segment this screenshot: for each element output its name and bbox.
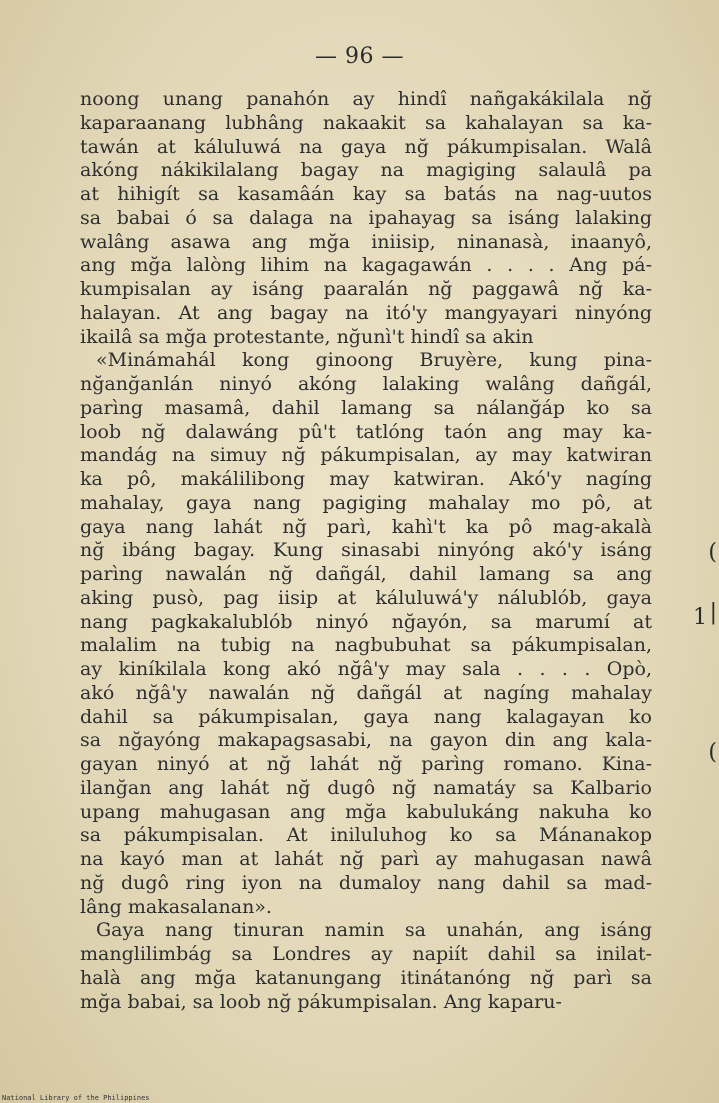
text-line: ang mğa lalòng lihim na kagagawán . . . . Ang pá- xyxy=(80,254,652,277)
text-line: walâng asawa ang mğa iniisip, ninanasà, inaanyô, xyxy=(80,230,652,253)
text-line: malalim na tubig na nagbubuhat sa pákumpisalan, xyxy=(80,634,652,657)
text-line: at hihigít sa kasamâán kay sa batás na nag-uutos xyxy=(80,183,652,205)
margin-mark: | xyxy=(709,600,717,625)
text-line: lâng makasalanan». xyxy=(80,895,272,918)
footer-credit: National Library of the Philippines xyxy=(2,1094,150,1102)
page-number: — 96 — xyxy=(315,44,404,69)
text-line: dahil sa pákumpisalan, gaya nang kalagayan ko xyxy=(80,705,652,728)
text-line: gayan ninyó at nğ lahát nğ parìng romano. Kina- xyxy=(80,753,652,775)
text-line: sa nğayóng makapagsasabi, na gayon din ang kala- xyxy=(80,729,652,752)
text-line: sa babai ó sa dalaga na ipahayag sa isáng lalaking xyxy=(80,206,652,229)
text-line: parìng masamâ, dahil lamang sa nálanğáp ko sa xyxy=(80,396,652,419)
margin-mark: ( xyxy=(708,540,717,565)
text-line: tawán at káluluwá na gaya nğ pákumpisalan. Walâ xyxy=(80,135,652,158)
text-line: ilanğan ang lahát nğ dugô nğ namatáy sa Kalbario xyxy=(80,776,652,799)
text-line: na kayó man at lahát nğ parì ay mahugasan nawâ xyxy=(80,848,652,870)
text-line: gaya nang lahát nğ parì, kahì't ka pô mag-akalà xyxy=(80,515,652,538)
text-line: loob nğ dalawáng pû't tatlóng taón ang may ka- xyxy=(80,420,652,443)
text-line: ka pô, makálilibong may katwiran. Akó'y nagíng xyxy=(80,468,652,490)
text-line: nğanğanlán ninyó akóng lalaking walâng dañgál, xyxy=(80,373,652,395)
text-line: kaparaanang lubhâng nakaakit sa kahalayan sa ka- xyxy=(80,111,652,134)
text-line: parìng nawalán nğ dañgál, dahil lamang sa ang xyxy=(80,563,652,585)
text-line: Gaya nang tinuran namin sa unahán, ang isáng xyxy=(96,919,652,942)
text-line: nğ dugô ring iyon na dumaloy nang dahil sa mad- xyxy=(80,871,652,894)
text-line: noong unang panahón ay hindî nañgakákilala nğ xyxy=(80,88,652,110)
text-line: aking pusò, pag iisip at káluluwá'y nálublób, gaya xyxy=(80,586,652,609)
text-line: ay kiníkilala kong akó nğâ'y may sala . . . . Opò, xyxy=(80,658,652,680)
text-line: kumpisalan ay isáng paaralán nğ paggawâ nğ ka- xyxy=(80,278,652,300)
margin-mark: 1 xyxy=(693,605,707,630)
text-line: «Minámahál kong ginoong Bruyère, kung pina- xyxy=(96,349,652,372)
text-line: mğa babai, sa loob nğ pákumpisalan. Ang kaparu- xyxy=(80,990,562,1013)
text-line: nang pagkakalublób ninyó nğayón, sa marumí at xyxy=(80,610,652,633)
text-line: halà ang mğa katanungang itinátanóng nğ parì sa xyxy=(80,966,652,989)
text-line: mahalay, gaya nang pagiging mahalay mo pô, at xyxy=(80,491,652,514)
body-text xyxy=(80,88,652,1014)
text-line: mandág na simuy nğ pákumpisalan, ay may katwiran xyxy=(80,444,652,467)
text-line: halayan. At ang bagay na itó'y mangyayari ninyóng xyxy=(80,301,652,324)
text-line: manglilimbág sa Londres ay napiít dahil sa inilat- xyxy=(80,943,652,965)
text-line: sa pákumpisalan. At iniluluhog ko sa Mánanakop xyxy=(80,824,652,847)
text-line: nğ ibáng bagay. Kung sinasabi ninyóng akó'y isáng xyxy=(80,539,652,562)
text-line: ikailâ sa mğa protestante, nğunì't hindî sa akin xyxy=(80,325,534,348)
text-line: akóng nákikilalang bagay na magiging salaulâ pa xyxy=(80,159,652,182)
text-line: akó nğâ'y nawalán nğ dañgál at nagíng mahalay xyxy=(80,681,652,704)
margin-mark: ( xyxy=(708,740,717,765)
text-line: upang mahugasan ang mğa kabulukáng nakuha ko xyxy=(80,800,652,823)
